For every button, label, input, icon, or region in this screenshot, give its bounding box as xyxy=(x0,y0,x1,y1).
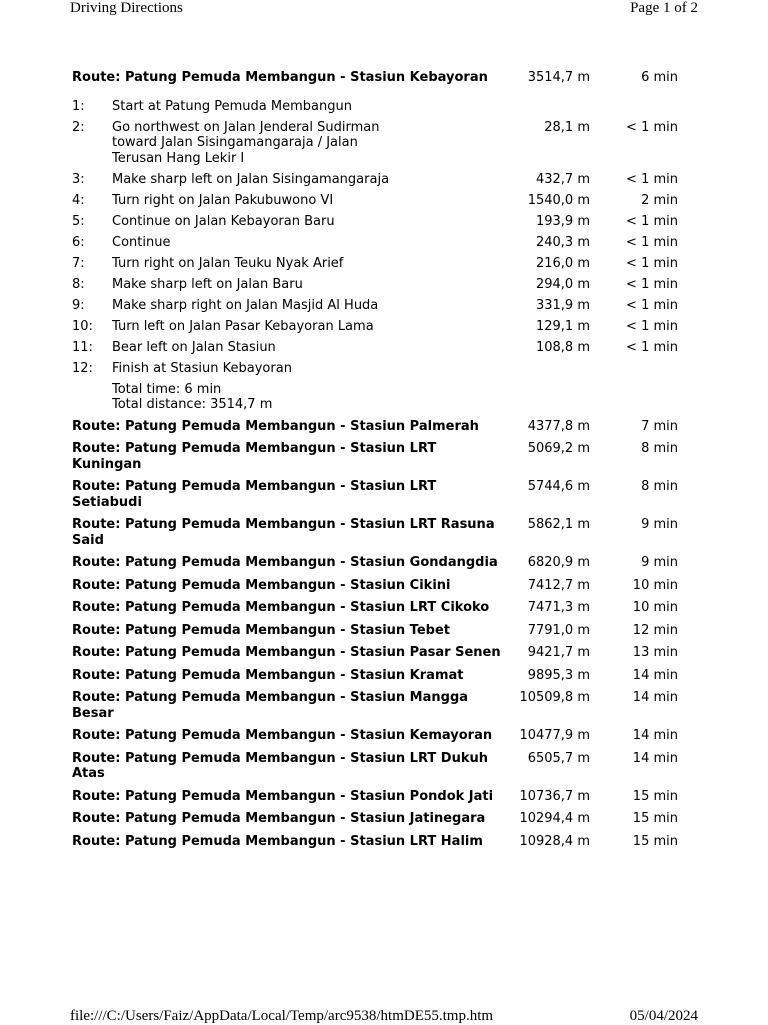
directions-content xyxy=(72,70,692,856)
route-row-main xyxy=(72,70,692,93)
route-name: Route: Patung Pemuda Membangun - Stasiun Mangga Besar xyxy=(72,690,469,721)
route-time: 6 min xyxy=(641,70,678,85)
file-path: file:///C:/Users/Faiz/AppData/Local/Temp/arc9538/htmDE55.tmp.htm xyxy=(70,1008,494,1024)
route-time: 14 min xyxy=(632,690,678,705)
step-number: 1: xyxy=(72,98,85,114)
route-row xyxy=(72,555,692,578)
step-number: 5: xyxy=(72,213,85,229)
route-name: Route: Patung Pemuda Membangun - Stasiun Palmerah xyxy=(72,418,479,434)
step-instruction: Make sharp right on Jalan Masjid Al Huda xyxy=(112,297,379,313)
step-row xyxy=(72,298,692,319)
step-time: < 1 min xyxy=(626,339,678,355)
step-instruction: Continue on Jalan Kebayoran Baru xyxy=(112,213,335,229)
step-number: 8: xyxy=(72,276,85,292)
step-time: < 1 min xyxy=(626,171,678,187)
step-row xyxy=(72,319,692,340)
route-row xyxy=(72,789,692,812)
print-date: 05/04/2024 xyxy=(629,1008,698,1024)
step-row xyxy=(72,256,692,277)
route-row xyxy=(72,834,692,857)
route-steps xyxy=(72,99,692,382)
step-number: 4: xyxy=(72,192,85,208)
step-row xyxy=(72,214,692,235)
route-distance: 9421,7 m xyxy=(527,645,590,660)
step-time: < 1 min xyxy=(626,119,678,135)
step-time: 2 min xyxy=(641,192,678,208)
step-distance: 432,7 m xyxy=(535,171,590,187)
route-time: 14 min xyxy=(632,728,678,743)
route-time: 10 min xyxy=(632,600,678,615)
route-row xyxy=(72,517,692,555)
route-distance: 10736,7 m xyxy=(519,788,590,804)
route-name: Route: Patung Pemuda Membangun - Stasiun Gondangdia xyxy=(72,555,498,570)
step-instruction: Start at Patung Pemuda Membangun xyxy=(112,98,352,114)
step-distance: 129,1 m xyxy=(535,318,590,334)
step-number: 3: xyxy=(72,171,85,187)
step-distance: 331,9 m xyxy=(535,297,590,313)
route-time: 10 min xyxy=(632,577,678,593)
route-distance: 7791,0 m xyxy=(527,622,590,638)
step-time: < 1 min xyxy=(626,318,678,334)
route-distance: 5069,2 m xyxy=(527,441,590,456)
route-name: Route: Patung Pemuda Membangun - Stasiun LRT Rasuna Said xyxy=(72,517,495,548)
step-distance: 108,8 m xyxy=(535,339,590,355)
step-distance: 28,1 m xyxy=(544,119,590,135)
route-name: Route: Patung Pemuda Membangun - Stasiun LRT Setiabudi xyxy=(72,479,437,510)
route-name: Route: Patung Pemuda Membangun - Stasiun Jatinegara xyxy=(72,811,486,826)
step-number: 12: xyxy=(72,360,93,376)
route-distance: 10509,8 m xyxy=(519,690,590,705)
route-distance: 7471,3 m xyxy=(527,600,590,615)
step-number: 7: xyxy=(72,255,85,271)
route-distance: 4377,8 m xyxy=(527,418,590,434)
route-time: 14 min xyxy=(632,750,678,766)
route-distance: 9895,3 m xyxy=(527,667,590,683)
step-instruction: Go northwest on Jalan Jenderal Sudirman toward Jalan Sisingamangaraja / Jalan Terusan Hang Lekir I xyxy=(112,119,380,166)
step-time: < 1 min xyxy=(626,234,678,250)
route-totals xyxy=(112,382,692,419)
route-row xyxy=(72,811,692,834)
route-distance: 5744,6 m xyxy=(527,479,590,494)
step-distance: 294,0 m xyxy=(535,276,590,292)
route-time: 15 min xyxy=(632,788,678,804)
route-row xyxy=(72,419,692,442)
route-row xyxy=(72,668,692,691)
route-name: Route: Patung Pemuda Membangun - Stasiun Pondok Jati xyxy=(72,788,494,804)
step-instruction: Finish at Stasiun Kebayoran xyxy=(112,360,292,376)
route-name: Route: Patung Pemuda Membangun - Stasiun LRT Halim xyxy=(72,833,483,849)
route-time: 9 min xyxy=(641,555,678,570)
step-row xyxy=(72,340,692,361)
step-number: 10: xyxy=(72,318,93,334)
step-distance: 216,0 m xyxy=(535,255,590,271)
route-distance: 7412,7 m xyxy=(527,577,590,593)
route-time: 14 min xyxy=(632,667,678,683)
route-distance: 10928,4 m xyxy=(519,833,590,849)
route-distance: 10294,4 m xyxy=(519,811,590,826)
step-number: 6: xyxy=(72,234,85,250)
step-time: < 1 min xyxy=(626,213,678,229)
step-row xyxy=(72,235,692,256)
route-distance: 5862,1 m xyxy=(527,517,590,532)
route-distance: 6820,9 m xyxy=(527,555,590,570)
page-title: Driving Directions xyxy=(70,0,183,16)
route-time: 7 min xyxy=(641,418,678,434)
step-distance: 240,3 m xyxy=(535,234,590,250)
step-instruction: Make sharp left on Jalan Sisingamangaraja xyxy=(112,171,390,187)
route-row xyxy=(72,623,692,646)
step-row xyxy=(72,120,692,172)
route-name: Route: Patung Pemuda Membangun - Stasiun Kramat xyxy=(72,667,464,683)
route-name: Route: Patung Pemuda Membangun - Stasiun Kemayoran xyxy=(72,728,493,743)
route-name: Route: Patung Pemuda Membangun - Stasiun Pasar Senen xyxy=(72,645,501,660)
step-number: 2: xyxy=(72,119,85,135)
route-name: Route: Patung Pemuda Membangun - Stasiun LRT Kuningan xyxy=(72,441,437,472)
route-time: 13 min xyxy=(632,645,678,660)
route-row xyxy=(72,578,692,601)
route-name: Route: Patung Pemuda Membangun - Stasiun LRT Cikoko xyxy=(72,600,490,615)
step-distance: 1540,0 m xyxy=(527,192,590,208)
step-instruction: Make sharp left on Jalan Baru xyxy=(112,276,303,292)
route-name: Route: Patung Pemuda Membangun - Stasiun Cikini xyxy=(72,577,451,593)
step-instruction: Turn right on Jalan Teuku Nyak Arief xyxy=(112,255,344,271)
step-row xyxy=(72,193,692,214)
step-instruction: Continue xyxy=(112,234,171,250)
page-number: Page 1 of 2 xyxy=(630,0,698,16)
route-time: 12 min xyxy=(632,622,678,638)
step-instruction: Bear left on Jalan Stasiun xyxy=(112,339,276,355)
route-name: Route: Patung Pemuda Membangun - Stasiun Tebet xyxy=(72,622,450,638)
route-name: Route: Patung Pemuda Membangun - Stasiun Kebayoran xyxy=(72,70,488,85)
step-distance: 193,9 m xyxy=(535,213,590,229)
route-row xyxy=(72,479,692,517)
step-row xyxy=(72,277,692,298)
route-distance: 6505,7 m xyxy=(527,750,590,766)
route-time: 8 min xyxy=(641,479,678,494)
route-row xyxy=(72,751,692,789)
route-row xyxy=(72,441,692,479)
route-row xyxy=(72,690,692,728)
total-time: Total time: 6 min xyxy=(112,381,222,397)
route-distance: 3514,7 m xyxy=(527,70,590,85)
step-time: < 1 min xyxy=(626,276,678,292)
total-distance: Total distance: 3514,7 m xyxy=(112,397,273,412)
route-row xyxy=(72,728,692,751)
step-time: < 1 min xyxy=(626,297,678,313)
step-number: 9: xyxy=(72,297,85,313)
route-time: 15 min xyxy=(632,833,678,849)
step-instruction: Turn right on Jalan Pakubuwono VI xyxy=(112,192,334,208)
route-time: 9 min xyxy=(641,517,678,532)
step-instruction: Turn left on Jalan Pasar Kebayoran Lama xyxy=(112,318,374,334)
step-number: 11: xyxy=(72,339,93,355)
step-row xyxy=(72,172,692,193)
route-row xyxy=(72,645,692,668)
route-time: 8 min xyxy=(641,441,678,456)
route-name: Route: Patung Pemuda Membangun - Stasiun LRT Dukuh Atas xyxy=(72,750,488,781)
step-row xyxy=(72,99,692,120)
route-distance: 10477,9 m xyxy=(519,728,590,743)
route-row xyxy=(72,600,692,623)
step-time: < 1 min xyxy=(626,255,678,271)
step-row xyxy=(72,361,692,382)
route-time: 15 min xyxy=(632,811,678,826)
